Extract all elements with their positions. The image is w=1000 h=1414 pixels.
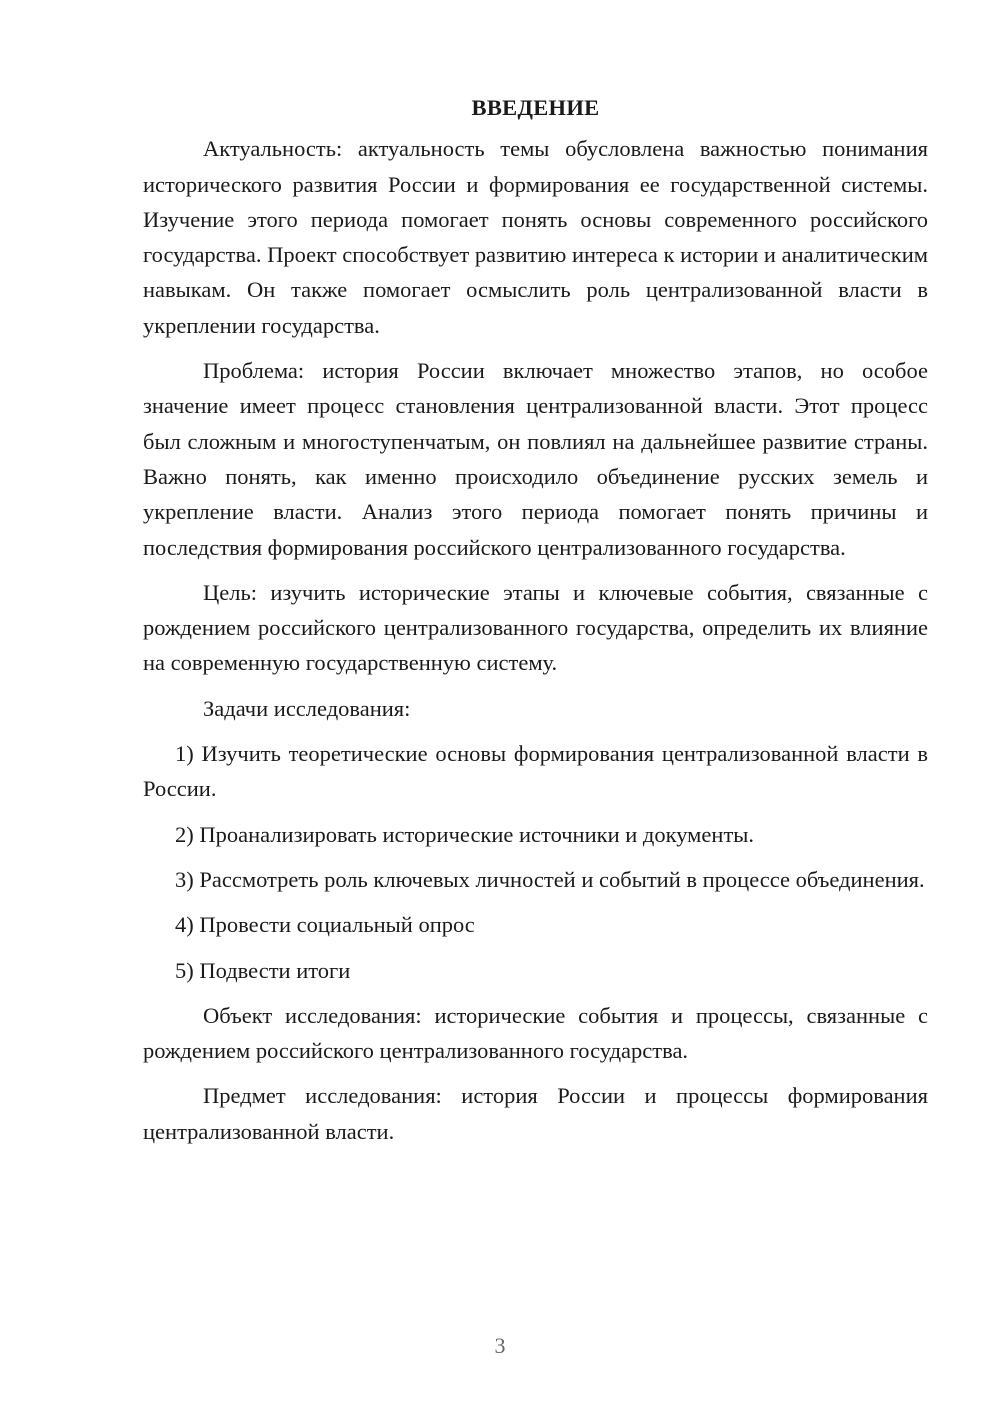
task-item-4: 4) Провести социальный опрос bbox=[175, 912, 475, 938]
tasks-heading: Задачи исследования: bbox=[203, 695, 411, 721]
page-number: 3 bbox=[494, 1333, 506, 1358]
paragraph-subject: Предмет исследования: история России и процессы формирования централизованной власти. bbox=[143, 1083, 928, 1144]
paragraph-goal: Цель: изучить исторические этапы и ключевые события, связанные с рождением российского централизованного государства, определить их влияние на современную государственную систему. bbox=[143, 579, 928, 676]
document-page bbox=[143, 90, 928, 1159]
paragraph-object: Объект исследования: исторические события и процессы, связанные с рождением российского централизованного государства. bbox=[143, 1002, 928, 1064]
task-item-5: 5) Подвести итоги bbox=[175, 957, 351, 983]
task-item-2: 2) Проанализировать исторические источники и документы. bbox=[175, 821, 755, 847]
paragraph-problem: Проблема: история России включает множество этапов, но особое значение имеет процесс становления централизованной власти. Этот процесс был сложным и многоступенчатым, он повлиял на дальнейшее развитие страны. Важно понять, как именно происходило объединение русских земель и укрепление власти. Анализ этого периода помогает понять причины и последствия формирования российского централизованного государства. bbox=[143, 358, 928, 560]
page-title: ВВЕДЕНИЕ bbox=[471, 95, 600, 120]
paragraph-relevance: Актуальность: актуальность темы обусловлена важностью понимания исторического развития России и формирования ее государственной системы. Изучение этого периода помогает понять основы современного российского государства. Проект способствует развитию интереса к истории и аналитическим навыкам. Он также помогает осмыслить роль централизованной власти в укреплении государства. bbox=[143, 136, 928, 338]
task-item-1: 1) Изучить теоретические основы формирования централизованной власти в России. bbox=[143, 741, 928, 802]
task-item-3: 3) Рассмотреть роль ключевых личностей и событий в процессе объединения. bbox=[175, 866, 925, 892]
